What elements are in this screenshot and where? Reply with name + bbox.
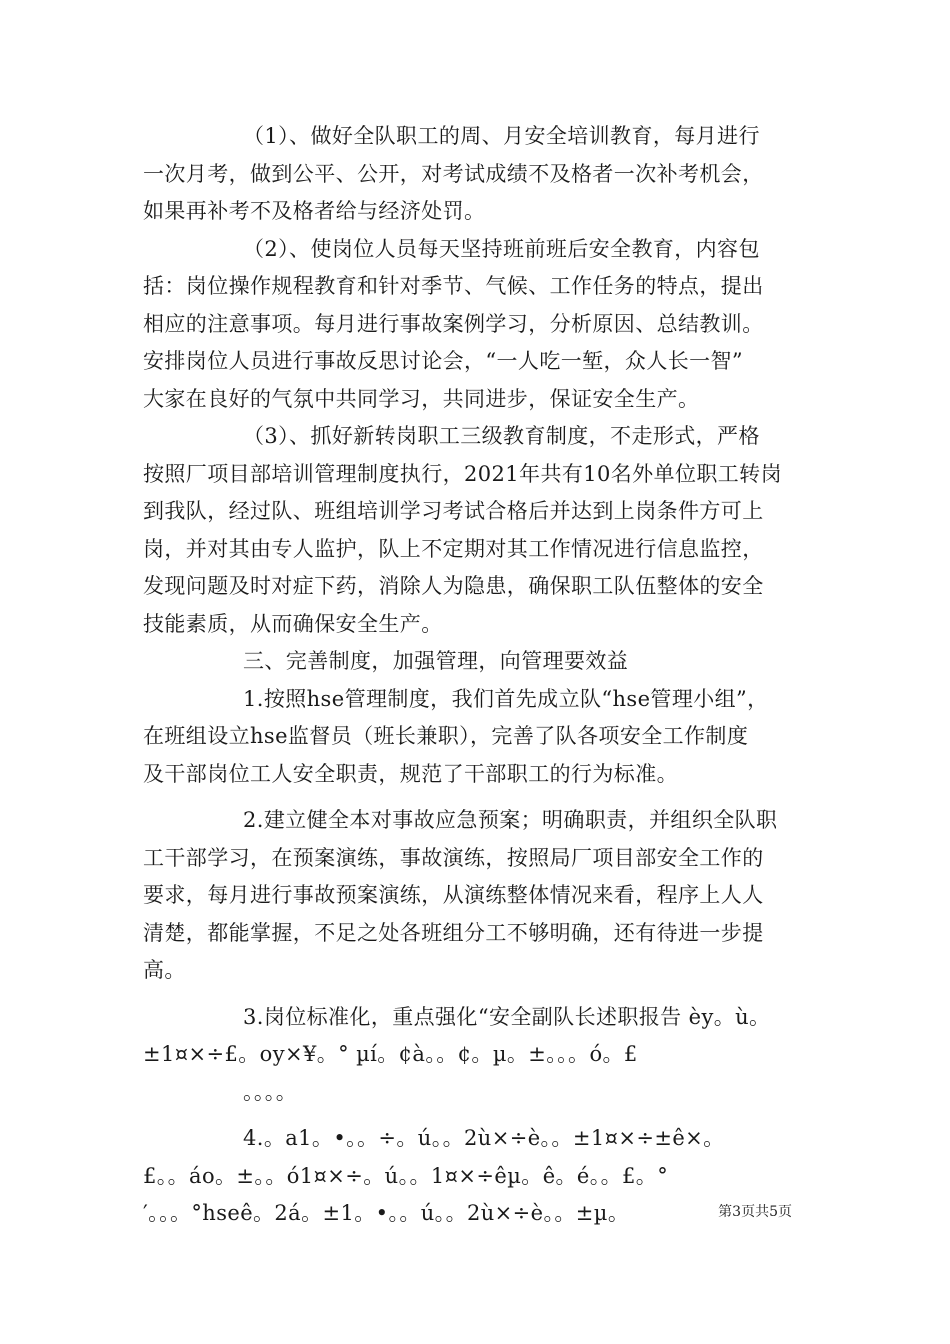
text-line: （1）、做好全队职工的周、月安全培训教育，每月进行 [243,124,760,148]
text-line: ±1¤×÷£。oy×¥。° µí。¢à。。¢。µ。±。。。ó。£ [143,1042,638,1066]
text-line: 3.岗位标准化，重点强化“安全副队长述职报告 èy。ù。 [243,1004,771,1029]
text-line: 相应的注意事项。每月进行事故案例学习，分析原因、总结教训。 [143,311,764,336]
text-line: 1.按照hse管理制度，我们首先成立队“hse管理小组”， [243,686,769,711]
document-body [143,118,815,1233]
text-line: 大家在良好的气氛中共同学习，共同进步，保证安全生产。 [143,386,700,411]
text-line: 括：岗位操作规程教育和针对季节、气候、工作任务的特点，提出 [143,274,764,298]
text-line: （2）、使岗位人员每天坚持班前班后安全教育，内容包 [243,236,760,261]
text-line: 在班组设立hse监督员（班长兼职），完善了队各项安全工作制度 [143,724,749,748]
text-line: 及干部岗位工人安全职责，规范了干部职工的行为标准。 [143,761,678,786]
paragraph-5 [143,802,815,990]
text-line: ′。。。°hseê。2á。±1。•。。ú。。2ù×÷è。。±µ。 [143,1201,630,1225]
text-line: 岗，并对其由专人监护，队上不定期对其工作情况进行信息监控， [143,536,764,561]
text-line: 4.。a1。•。。÷。ú。。2ù×÷è。。±1¤×÷±ê×。 [243,1126,725,1150]
paragraph-6 [143,999,815,1112]
text-line: 工干部学习，在预案演练，事故演练，按照局厂项目部安全工作的 [143,845,764,870]
text-line: 一次月考，做到公平、公开，对考试成绩不及格者一次补考机会， [143,161,764,186]
text-line: （3）、抓好新转岗职工三级教育制度，不走形式，严格 [243,424,760,448]
text-line: 技能素质，从而确保安全生产。 [143,611,443,636]
text-line: 安排岗位人员进行事故反思讨论会，“一人吃一堑，众人长一智” [143,349,744,373]
page-number: 第3页共5页 [718,1204,792,1220]
paragraph-3 [143,418,815,643]
text-line: 发现问题及时对症下药，消除人为隐患，确保职工队伍整体的安全 [143,574,764,598]
text-line: 。。。。 [243,1079,298,1104]
text-line: 如果再补考不及格者给与经济处罚。 [143,199,486,223]
paragraph-2 [143,231,815,419]
text-line: 到我队，经过队、班组培训学习考试合格后并达到上岗条件方可上 [143,499,764,523]
paragraph-7 [143,1120,815,1233]
text-line: 要求，每月进行事故预案演练，从演练整体情况来看，程序上人人 [143,883,764,907]
text-line: 按照厂项目部培训管理制度执行，2021年共有10名外单位职工转岗 [143,461,782,486]
heading-line: 三、完善制度，加强管理，向管理要效益 [243,649,629,673]
text-line: 清楚，都能掌握，不足之处各班组分工不够明确，还有待进一步提 [143,920,764,945]
text-line: £。。áo。±。。ó1¤×÷。ú。。1¤×÷êµ。ê。é。。£。° [143,1163,669,1188]
text-line: 高。 [143,958,186,982]
section-heading [143,643,815,681]
paragraph-1 [143,118,815,231]
paragraph-4 [143,681,815,794]
text-line: 2.建立健全本对事故应急预案；明确职责，并组织全队职 [243,808,778,832]
